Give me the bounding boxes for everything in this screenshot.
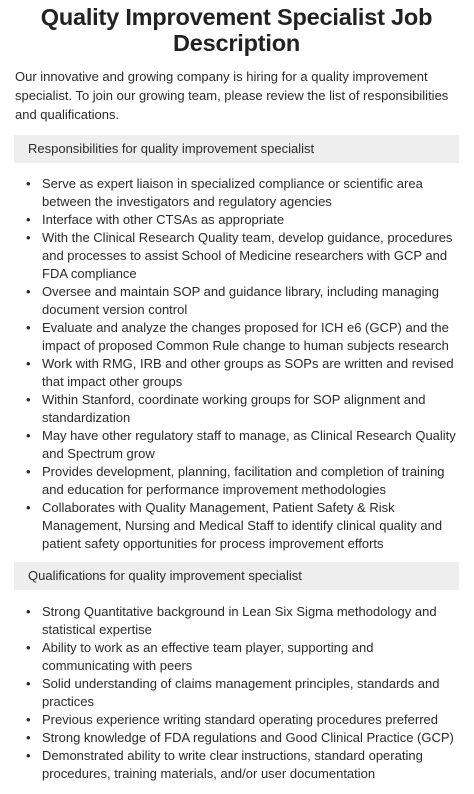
bullet-icon: • — [26, 320, 31, 335]
responsibility-item — [26, 463, 459, 499]
responsibility-item-text: Work with RMG, IRB and other groups as SOPs are written and revised that impact other groups — [42, 356, 454, 389]
qualification-item — [26, 747, 459, 783]
responsibility-item-text: Interface with other CTSAs as appropriate — [42, 212, 285, 227]
bullet-icon: • — [26, 730, 31, 745]
qualification-item-text: Previous experience writing standard operating procedures preferred — [42, 712, 438, 727]
qualification-item — [26, 675, 459, 711]
qualification-item-text: Strong knowledge of FDA regulations and Good Clinical Practice (GCP) — [42, 730, 454, 745]
bullet-icon: • — [26, 176, 31, 191]
bullet-icon: • — [26, 464, 31, 479]
bullet-icon: • — [26, 748, 31, 763]
responsibility-item — [26, 175, 459, 211]
page-title: Quality Improvement Specialist Job Description — [40, 4, 433, 56]
bullet-icon: • — [26, 604, 31, 619]
bullet-icon: • — [26, 500, 31, 515]
qualification-item-text: Solid understanding of claims management principles, standards and practices — [42, 676, 440, 709]
qualifications-list — [14, 603, 459, 783]
responsibility-item — [26, 283, 459, 319]
qualifications-header: Qualifications for quality improvement specialist — [14, 562, 459, 590]
responsibilities-list — [14, 175, 459, 553]
bullet-icon: • — [26, 230, 31, 245]
responsibility-item-text: With the Clinical Research Quality team, develop guidance, procedures and processes to assist School of Medicine researchers with GCP and FDA compliance — [42, 230, 453, 281]
bullet-icon: • — [26, 712, 31, 727]
qualification-item — [26, 711, 459, 729]
bullet-icon: • — [26, 640, 31, 655]
responsibility-item — [26, 391, 459, 427]
responsibility-item-text: Serve as expert liaison in specialized compliance or scientific area between the investigators and regulatory agencies — [42, 176, 423, 209]
qualification-item — [26, 729, 459, 747]
responsibility-item-text: Oversee and maintain SOP and guidance library, including managing document version control — [42, 284, 439, 317]
responsibility-item-text: Within Stanford, coordinate working groups for SOP alignment and standardization — [42, 392, 426, 425]
qualification-item-text: Strong Quantitative background in Lean Six Sigma methodology and statistical expertise — [42, 604, 437, 637]
responsibility-item — [26, 319, 459, 355]
responsibility-item — [26, 355, 459, 391]
qualification-item — [26, 639, 459, 675]
responsibility-item-text: Provides development, planning, facilitation and completion of training and education for performance improvement methodologies — [42, 464, 445, 497]
bullet-icon: • — [26, 284, 31, 299]
bullet-icon: • — [26, 428, 31, 443]
bullet-icon: • — [26, 212, 31, 227]
responsibility-item — [26, 229, 459, 283]
responsibility-item — [26, 499, 459, 553]
bullet-icon: • — [26, 676, 31, 691]
responsibility-item-text: Collaborates with Quality Management, Patient Safety & Risk Management, Nursing and Medical Staff to identify clinical quality and patient safety opportunities for process improvement efforts — [42, 500, 443, 551]
responsibility-item-text: Evaluate and analyze the changes proposed for ICH e6 (GCP) and the impact of proposed Common Rule change to human subjects research — [42, 320, 449, 353]
responsibility-item-text: May have other regulatory staff to manage, as Clinical Research Quality and Spectrum grow — [42, 428, 456, 461]
qualification-item-text: Demonstrated ability to write clear instructions, standard operating procedures, training materials, and/or user documentation — [42, 748, 423, 781]
qualification-item-text: Ability to work as an effective team player, supporting and communicating with peers — [42, 640, 374, 673]
intro-paragraph: Our innovative and growing company is hiring for a quality improvement specialist. To join our growing team, please review the list of responsibilities and qualifications. — [15, 69, 449, 122]
qualification-item — [26, 603, 459, 639]
responsibility-item — [26, 427, 459, 463]
bullet-icon: • — [26, 356, 31, 371]
responsibility-item — [26, 211, 459, 229]
bullet-icon: • — [26, 392, 31, 407]
responsibilities-header: Responsibilities for quality improvement specialist — [14, 135, 459, 163]
job-description-page — [0, 4, 474, 794]
